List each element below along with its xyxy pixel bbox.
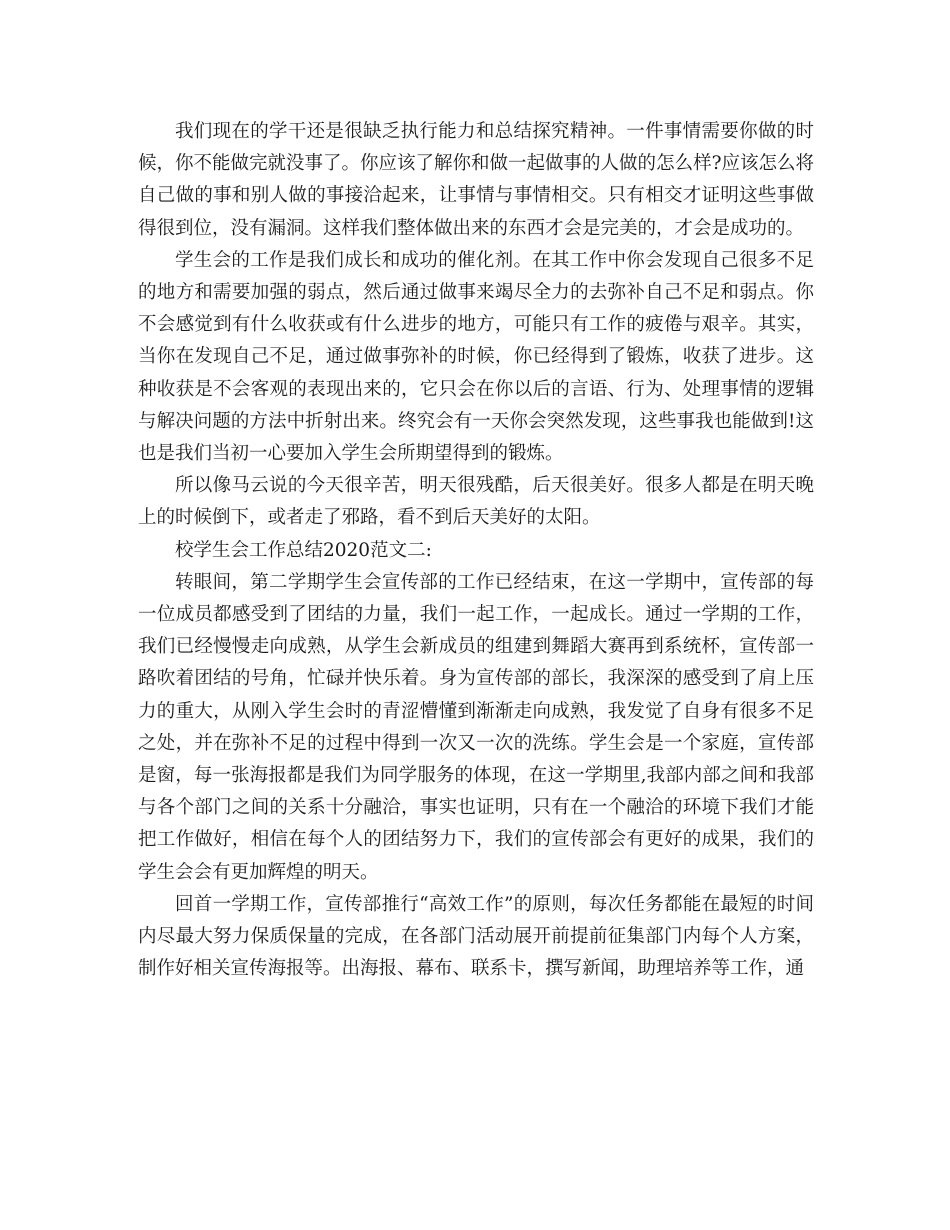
paragraph-publicity-department: 转眼间，第二学期学生会宣传部的工作已经结束，在这一学期中，宣传部的每一位成员都感受到了团结的力量，我们一起工作，一起成长。通过一学期的工作，我们已经慢慢走向成熟，从学生会新成员的组建到舞蹈大赛再到系统杯，宣传部一路吹着团结的号角，忙碌并快乐着。身为宣传部的部长，我深深的感受到了肩上压力的重大，从刚入学生会时的青涩懵懂到渐渐走向成熟，我发觉了自身有很多不足之处，并在弥补不足的过程中得到一次又一次的洗练。学生会是一个家庭，宣传部是窗，每一张海报都是我们为同学服务的体现，在这一学期里,我部内部之间和我部与各个部门之间的关系十分融洽，事实也证明，只有在一个融洽的环境下我们才能把工作做好，相信在每个人的团结努力下，我们的宣传部会有更好的成果，我们的学生会会有更加辉煌的明天。 — [138, 571, 814, 883]
paragraph-student-union-growth: 学生会的工作是我们成长和成功的催化剂。在其工作中你会发现自己很多不足的地方和需要加强的弱点，然后通过做事来竭尽全力的去弥补自己不足和弱点。你不会感觉到有什么收获或有什么进步的地方，可能只有工作的疲倦与艰辛。其实，当你在发现自己不足，通过做事弥补的时候，你已经得到了锻炼，收获了进步。这种收获是不会客观的表现出来的，它只会在你以后的言语、行为、处理事情的逻辑与解决问题的方法中折射出来。终究会有一天你会突然发现，这些事我也能做到!这也是我们当初一心要加入学生会所期望得到的锻炼。 — [138, 249, 814, 465]
document-body — [138, 116, 814, 985]
section-heading-sample-two: 校学生会工作总结2020范文二: — [175, 539, 432, 561]
paragraph-ma-yun-quote: 所以像马云说的今天很辛苦，明天很残酷，后天很美好。很多人都是在明天晚上的时候倒下，或者走了邪路，看不到后天美好的太阳。 — [138, 475, 814, 529]
paragraph-execution-ability: 我们现在的学干还是很缺乏执行能力和总结探究精神。一件事情需要你做的时候，你不能做完就没事了。你应该了解你和做一起做事的人做的怎么样?应该怎么将自己做的事和别人做的事接洽起来，让事情与事情相交。只有相交才证明这些事做得很到位，没有漏洞。这样我们整体做出来的东西才会是完美的，才会是成功的。 — [138, 121, 814, 239]
paragraph-semester-review: 回首一学期工作，宣传部推行“高效工作”的原则，每次任务都能在最短的时间内尽最大努力保质保量的完成，在各部门活动展开前提前征集部门内每个人方案，制作好相关宣传海报等。出海报、幕布、联系卡，撰写新闻，助理培养等工作，通 — [138, 893, 814, 980]
